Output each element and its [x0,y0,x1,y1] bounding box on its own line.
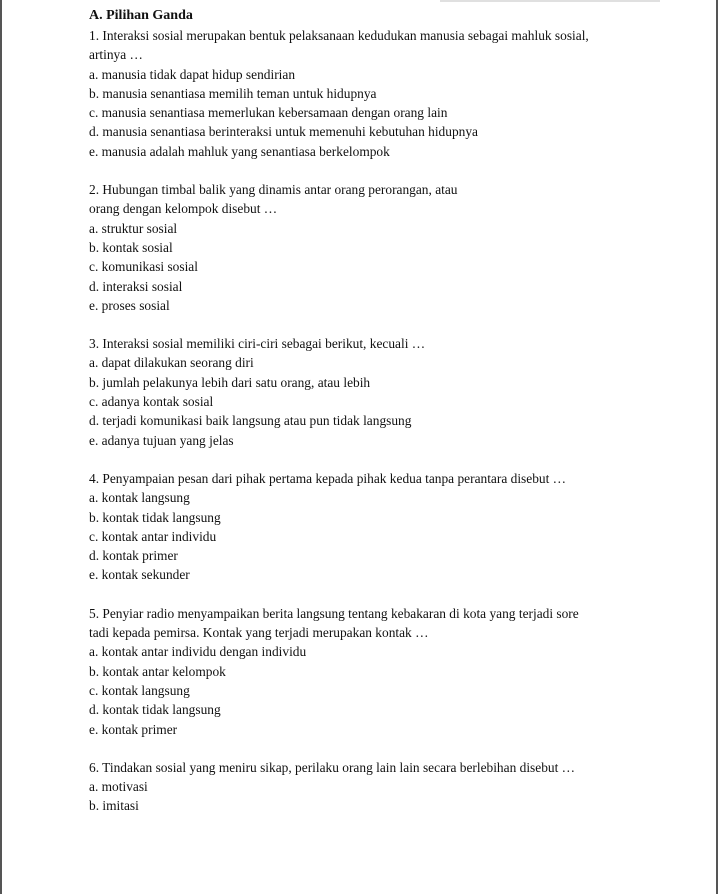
question-5 [89,604,679,739]
question-stem: 6. Tindakan sosial yang meniru sikap, perilaku orang lain lain secara berlebihan disebut … [89,759,576,775]
answer-option: e. proses sosial [89,297,170,313]
answer-option: d. interaksi sosial [89,278,183,294]
answer-option: e. adanya tujuan yang jelas [89,432,234,448]
answer-option: b. jumlah pelakunya lebih dari satu orang, atau lebih [89,374,371,390]
answer-option: a. struktur sosial [89,220,178,236]
answer-option: d. kontak tidak langsung [89,702,221,718]
answer-option: c. kontak antar individu [89,528,217,544]
answer-option: e. kontak sekunder [89,567,190,583]
answer-option: e. manusia adalah mahluk yang senantiasa berkelompok [89,143,390,159]
question-2 [89,180,679,315]
answer-option: c. manusia senantiasa memerlukan kebersamaan dengan orang lain [89,105,448,121]
page-top-edge [440,0,660,2]
document-content [89,6,679,835]
answer-option: b. kontak sosial [89,239,173,255]
answer-option: d. manusia senantiasa berinteraksi untuk memenuhi kebutuhan hidupnya [89,124,478,140]
answer-option: a. dapat dilakukan seorang diri [89,355,254,371]
question-3 [89,334,679,450]
answer-option: e. kontak primer [89,721,178,737]
answer-option: a. manusia tidak dapat hidup sendirian [89,66,296,82]
question-stem: 2. Hubungan timbal balik yang dinamis antar orang perorangan, atau [89,182,458,198]
answer-option: b. kontak antar kelompok [89,663,226,679]
question-stem: 1. Interaksi sosial merupakan bentuk pelaksanaan kedudukan manusia sebagai mahluk sosial, [89,28,589,43]
answer-option: d. terjadi komunikasi baik langsung atau pun tidak langsung [89,413,412,429]
question-stem: 5. Penyiar radio menyampaikan berita langsung tentang kebakaran di kota yang terjadi sore [89,605,579,621]
answer-option: a. kontak antar individu dengan individu [89,644,307,660]
answer-option: c. adanya kontak sosial [89,394,214,410]
question-stem: orang dengan kelompok disebut … [89,201,278,217]
question-stem: artinya … [89,47,143,63]
section-title: A. Pilihan Ganda [89,8,193,23]
answer-option: b. imitasi [89,798,139,814]
question-stem: tadi kepada pemirsa. Kontak yang terjadi merupakan kontak … [89,625,429,641]
answer-option: c. kontak langsung [89,682,190,698]
question-stem: 4. Penyampaian pesan dari pihak pertama kepada pihak kedua tanpa perantara disebut … [89,470,567,486]
question-stem: 3. Interaksi sosial memiliki ciri-ciri sebagai berikut, kecuali … [89,336,426,352]
answer-option: a. motivasi [89,779,148,795]
question-4 [89,469,679,585]
question-6 [89,758,679,816]
answer-option: b. kontak tidak langsung [89,509,221,525]
answer-option: b. manusia senantiasa memilih teman untuk hidupnya [89,85,377,101]
question-1 [89,26,679,161]
answer-option: c. komunikasi sosial [89,259,198,275]
answer-option: a. kontak langsung [89,490,190,506]
answer-option: d. kontak primer [89,548,178,564]
